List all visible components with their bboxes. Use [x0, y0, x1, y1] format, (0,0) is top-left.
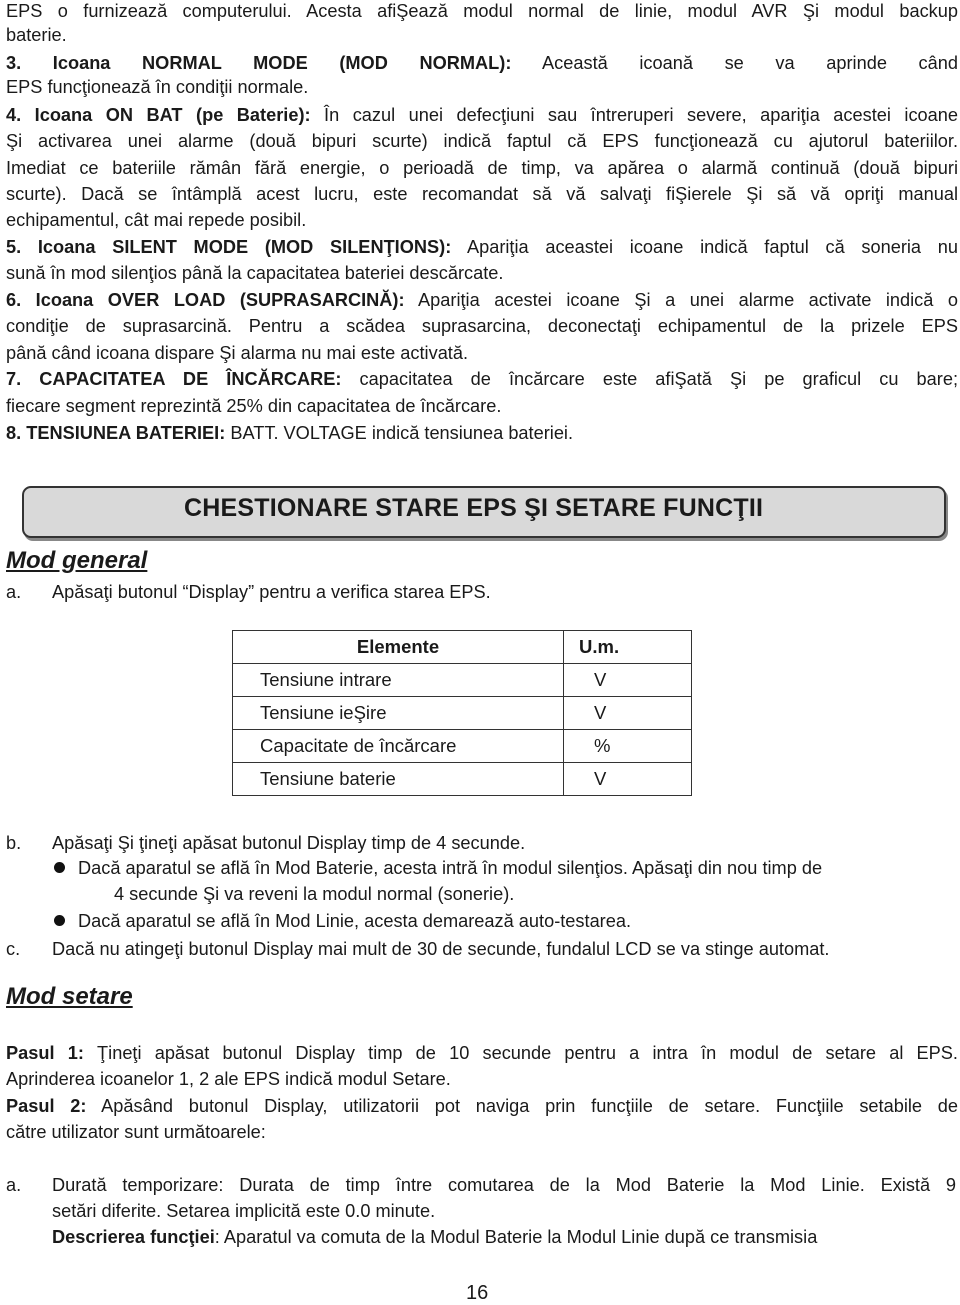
text-line: fiecare segment reprezintă 25% din capacitatea de încărcare. — [6, 396, 502, 416]
bullet-icon — [54, 915, 65, 926]
function-description — [52, 1226, 817, 1248]
text-line: Şi activarea unei alarme (două bipuri scurte) indică faptul că EPS funcţionează cu ajutorul bateriilor. — [6, 131, 958, 151]
item-4 — [6, 104, 958, 126]
item-7-label: 7. CAPACITATEA DE ÎNCĂRCARE: — [6, 369, 342, 389]
function-description-label: Descrierea funcţiei — [52, 1227, 215, 1247]
step-2 — [6, 1095, 958, 1117]
item-5-text: Apariţia aceastei icoane indică faptul că soneria nu — [451, 237, 958, 257]
text-line: EPS funcţionează în condiţii normale. — [6, 77, 309, 97]
elements-table — [232, 630, 692, 796]
item-5-label: 5. Icoana SILENT MODE (MOD SILENŢIONS): — [6, 237, 452, 257]
function-description-text: : Aparatul va comuta de la Modul Baterie la Modul Linie după ce transmisia — [214, 1227, 818, 1247]
table-cell: Tensiune intrare — [233, 664, 564, 697]
step-a-label: a. — [6, 582, 22, 602]
mod-setare-heading: Mod setare — [6, 983, 133, 1010]
step-c-text: Dacă nu atingeţi butonul Display mai mult de 30 de secunde, fundalul LCD se va stinge automat. — [52, 939, 830, 959]
item-5 — [6, 236, 958, 258]
text-line: până când icoana dispare Şi alarma nu mai este activată. — [6, 343, 469, 363]
step-b-label: b. — [6, 833, 22, 853]
item-7 — [6, 368, 958, 390]
item-6 — [6, 289, 958, 311]
step-c-label: c. — [6, 939, 21, 959]
item-8 — [6, 422, 573, 444]
item-6-text: Apariţia acestei icoane Şi a unei alarme activate indică o — [404, 290, 958, 310]
item-3 — [6, 52, 958, 74]
setting-a-label: a. — [6, 1175, 22, 1195]
bullet-text: Dacă aparatul se află în Mod Baterie, acesta intră în modul silenţios. Apăsaţi din nou timp de — [78, 858, 823, 878]
table-cell: V — [564, 763, 692, 796]
bullet-text: Dacă aparatul se află în Mod Linie, acesta demarează auto-testarea. — [78, 911, 632, 931]
table-row — [233, 697, 692, 730]
table-cell: V — [564, 664, 692, 697]
step-2-text: Apăsând butonul Display, utilizatorii pot naviga prin funcţiile de setare. Funcţiile setabile de — [86, 1096, 959, 1116]
text-line: sună în mod silenţios până la capacitatea bateriei descărcate. — [6, 263, 504, 283]
table-row — [233, 763, 692, 796]
item-4-label: 4. Icoana ON BAT (pe Baterie): — [6, 105, 311, 125]
table-cell: V — [564, 697, 692, 730]
step-1-label: Pasul 1: — [6, 1043, 84, 1063]
text-line: scurte). Dacă se întâmplă acest lucru, este recomandat să vă salvaţi fiŞierele Şi să vă opriţi manual — [6, 184, 958, 204]
table-row — [233, 730, 692, 763]
item-6-label: 6. Icoana OVER LOAD (SUPRASARCINĂ): — [6, 290, 405, 310]
item-4-text: În cazul unei defecţiuni sau întreruperi severe, apariţia acestei icoane — [310, 105, 958, 125]
bullet-icon — [54, 862, 65, 873]
table-header-cell: Elemente — [233, 631, 564, 664]
text-line: EPS o furnizează computerului. Acesta afiŞează modul normal de linie, modul AVR Şi modul backup — [6, 1, 958, 21]
step-b-text: Apăsaţi Şi ţineţi apăsat butonul Display timp de 4 secunde. — [52, 833, 526, 853]
setting-a-text: setări diferite. Setarea implicită este 0.0 minute. — [52, 1201, 436, 1221]
page-number: 16 — [466, 1282, 489, 1304]
text-line: baterie. — [6, 25, 67, 45]
section-banner-title: CHESTIONARE STARE EPS ŞI SETARE FUNCŢII — [184, 494, 764, 522]
text-line: Imediat ce bateriile rămân fără energie, o perioadă de timp, va apărea o alarmă continuă (două bipuri — [6, 158, 958, 178]
setting-a-text: Durată temporizare: Durata de timp între comutarea de la Mod Baterie la Mod Linie. Există 9 — [52, 1175, 956, 1195]
step-2-label: Pasul 2: — [6, 1096, 87, 1116]
mod-general-heading: Mod general — [6, 547, 148, 574]
table-cell: % — [564, 730, 692, 763]
table-cell: Tensiune baterie — [233, 763, 564, 796]
table-header-cell: U.m. — [564, 631, 692, 664]
item-8-label: 8. TENSIUNEA BATERIEI: — [6, 423, 226, 443]
step-a-text: Apăsaţi butonul “Display” pentru a verifica starea EPS. — [52, 582, 491, 602]
text-line: condiţie de suprasarcină. Pentru a scădea suprasarcina, deconectaţi echipamentul de la prizele EPS — [6, 316, 958, 336]
table-cell: Tensiune ieŞire — [233, 697, 564, 730]
step-1 — [6, 1042, 958, 1064]
item-3-text: Această icoană se va aprinde când — [511, 53, 958, 73]
step-1-text: Ţineţi apăsat butonul Display timp de 10 secunde pentru a intra în modul de setare al EPS. — [83, 1043, 958, 1063]
item-3-label: 3. Icoana NORMAL MODE (MOD NORMAL): — [6, 53, 512, 73]
text-line: echipamentul, cât mai repede posibil. — [6, 210, 307, 230]
table-cell: Capacitate de încărcare — [233, 730, 564, 763]
item-8-text: BATT. VOLTAGE indică tensiunea bateriei. — [225, 423, 574, 443]
table-header-row — [233, 631, 692, 664]
text-line: către utilizator sunt următoarele: — [6, 1122, 266, 1142]
text-line: Aprinderea icoanelor 1, 2 ale EPS indică modul Setare. — [6, 1069, 451, 1089]
bullet-text: 4 secunde Şi va reveni la modul normal (sonerie). — [114, 884, 515, 904]
table-row — [233, 664, 692, 697]
item-7-text: capacitatea de încărcare este afiŞată Şi pe graficul cu bare; — [341, 369, 959, 389]
